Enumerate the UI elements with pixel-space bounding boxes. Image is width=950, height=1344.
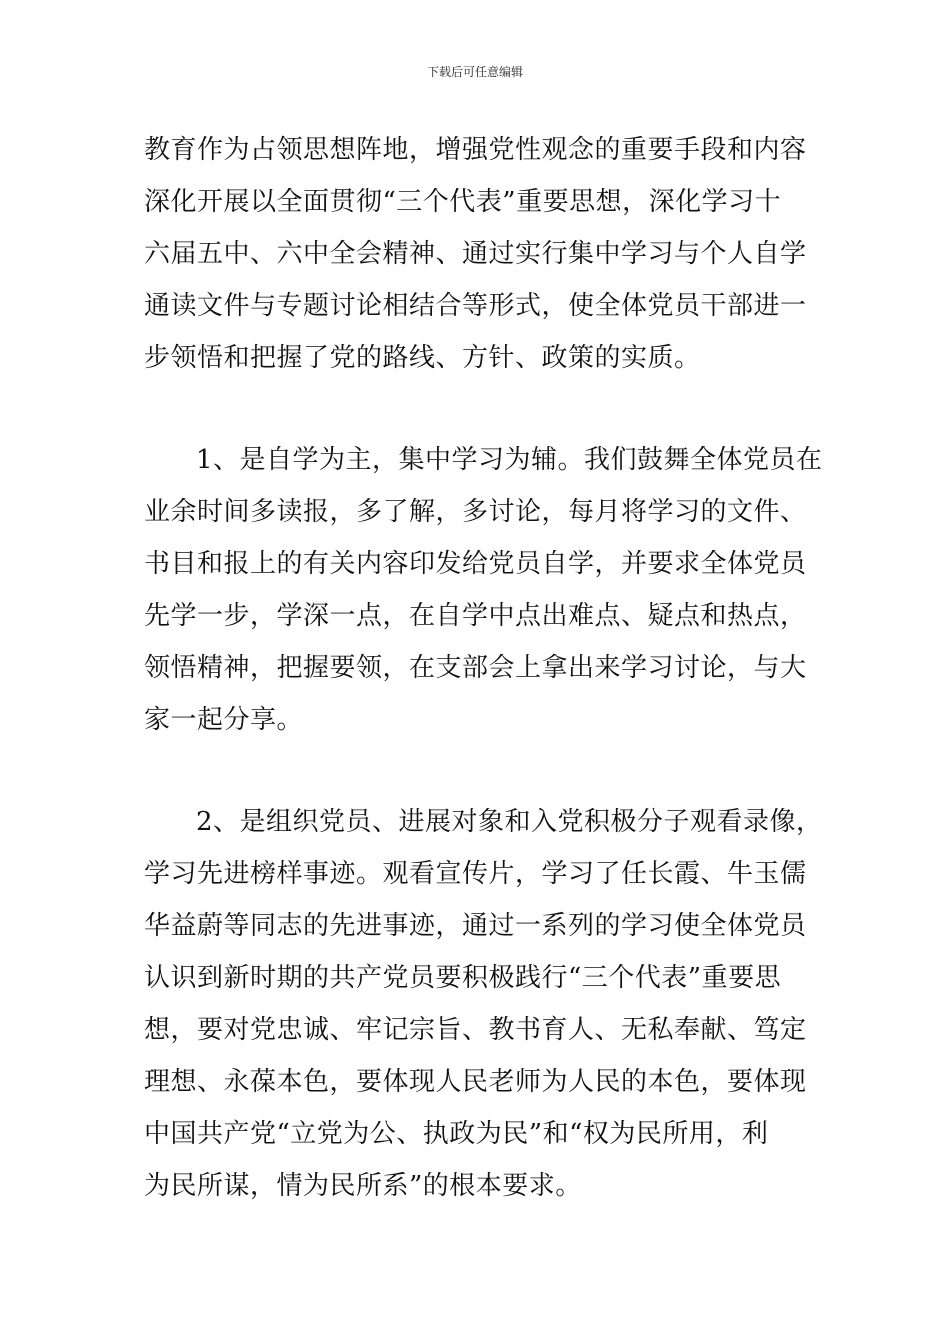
paragraph-line: 教育作为占领思想阵地，增强党性观念的重要手段和内容 bbox=[144, 135, 807, 165]
download-note: 下载后可任意编辑 bbox=[426, 65, 523, 79]
paragraph-line: 领悟精神，把握要领，在支部会上拿出来学习讨论，与大 bbox=[144, 653, 807, 683]
paragraph-line: 步领悟和把握了党的路线、方针、政策的实质。 bbox=[144, 343, 701, 373]
paragraph-line: 2、是组织党员、进展对象和入党积极分子观看录像， bbox=[196, 807, 823, 837]
paragraph-item-2 bbox=[144, 796, 823, 1212]
paragraph-intro bbox=[144, 124, 809, 384]
paragraph-spacer bbox=[144, 384, 809, 434]
paragraph-line: 深化开展以全面贯彻“三个代表”重要思想，深化学习十 bbox=[144, 187, 782, 217]
paragraph-line: 理想、永葆本色，要体现人民老师为人民的本色，要体现 bbox=[144, 1067, 807, 1097]
paragraph-spacer bbox=[144, 746, 809, 796]
paragraph-line: 通读文件与专题讨论相结合等形式，使全体党员干部进一 bbox=[144, 291, 807, 321]
paragraph-item-1 bbox=[144, 434, 823, 746]
paragraph-line: 华益蔚等同志的先进事迹，通过一系列的学习使全体党员 bbox=[144, 911, 807, 941]
paragraph-line: 1、是自学为主，集中学习为辅。我们鼓舞全体党员在 bbox=[196, 445, 823, 475]
paragraph-line: 书目和报上的有关内容印发给党员自学，并要求全体党员 bbox=[144, 549, 807, 579]
paragraph-line: 学习先进榜样事迹。观看宣传片，学习了任长霞、牛玉儒 bbox=[144, 859, 807, 889]
paragraph-line: 中国共产党“立党为公、执政为民”和“权为民所用，利 bbox=[144, 1119, 769, 1149]
document-body bbox=[144, 124, 823, 1212]
paragraph-line: 业余时间多读报，多了解，多讨论，每月将学习的文件、 bbox=[144, 497, 807, 527]
paragraph-line: 认识到新时期的共产党员要积极践行“三个代表”重要思 bbox=[144, 963, 782, 993]
paragraph-line: 家一起分享。 bbox=[144, 705, 304, 735]
paragraph-line: 为民所谋，情为民所系”的根本要求。 bbox=[144, 1171, 582, 1201]
paragraph-line: 六届五中、六中全会精神、通过实行集中学习与个人自学 bbox=[144, 239, 807, 269]
paragraph-line: 想，要对党忠诚、牢记宗旨、教书育人、无私奉献、笃定 bbox=[144, 1015, 807, 1045]
paragraph-line: 先学一步，学深一点，在自学中点出难点、疑点和热点， bbox=[144, 601, 807, 631]
